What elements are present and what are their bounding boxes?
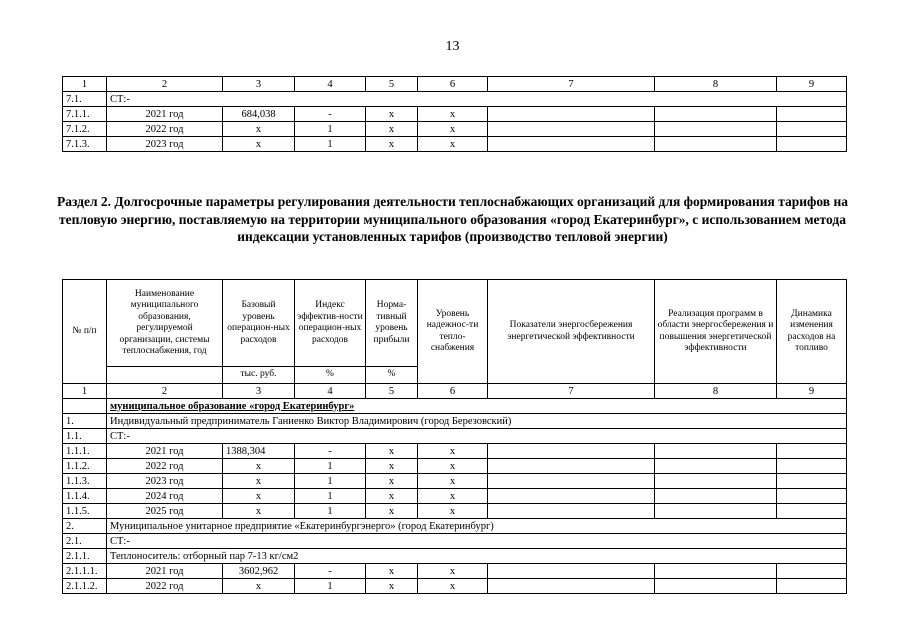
header-name: Наименование муниципального образования, регулируемой организации, системы теплоснабжения, год	[107, 280, 223, 367]
index-cell: 1	[295, 579, 366, 594]
year-cell: 2025 год	[107, 504, 223, 519]
organization-label: Муниципальное унитарное предприятие «Екатеринбургэнерго» (город Екатеринбург)	[107, 519, 847, 534]
table-row	[63, 122, 847, 137]
table-row	[63, 137, 847, 152]
carrier-label: Теплоноситель: отборный пар 7-13 кг/см2	[107, 549, 847, 564]
fuel-cell	[777, 564, 847, 579]
table-row	[63, 504, 847, 519]
index-cell: -	[295, 564, 366, 579]
norm-cell: х	[366, 579, 418, 594]
reliability-cell: х	[418, 564, 488, 579]
energy-cell	[488, 459, 655, 474]
reliability-cell: х	[418, 489, 488, 504]
municipality-label: муниципальное образование «город Екатеринбург»	[110, 400, 355, 412]
header-norm: Норма-тивный уровень прибыли	[366, 280, 418, 367]
row-number: 2.1.1.2.	[63, 579, 107, 594]
programs-cell	[655, 137, 777, 152]
row-number: 1.1.	[63, 429, 107, 444]
column-number-row	[63, 384, 847, 399]
base-cell: х	[223, 122, 295, 137]
index-cell: 1	[295, 459, 366, 474]
index-cell: 1	[295, 504, 366, 519]
header-num: № п/п	[63, 280, 107, 384]
index-cell: 1	[295, 137, 366, 152]
norm-cell: х	[366, 459, 418, 474]
section-row	[63, 534, 847, 549]
fuel-cell	[777, 504, 847, 519]
section-row	[63, 92, 847, 107]
municipality-row	[63, 399, 847, 414]
column-number: 3	[223, 77, 295, 92]
header-energy: Показатели энергосбережения энергетической эффективности	[488, 280, 655, 384]
column-number: 6	[418, 384, 488, 399]
column-number: 8	[655, 77, 777, 92]
base-cell: х	[223, 459, 295, 474]
unit-index: %	[295, 367, 366, 384]
year-cell: 2021 год	[107, 564, 223, 579]
table-row	[63, 459, 847, 474]
organization-label: Индивидуальный предприниматель Ганиенко Виктор Владимирович (город Березовский)	[107, 414, 847, 429]
row-number: 2.1.1.	[63, 549, 107, 564]
column-number: 6	[418, 77, 488, 92]
header-row	[63, 280, 847, 367]
programs-cell	[655, 459, 777, 474]
row-number: 1.1.5.	[63, 504, 107, 519]
programs-cell	[655, 579, 777, 594]
header-programs: Реализация программ в области энергосбережения и повышения энергетической эффективности	[655, 280, 777, 384]
energy-cell	[488, 137, 655, 152]
norm-cell: х	[366, 474, 418, 489]
reliability-cell: х	[418, 107, 488, 122]
organization-row	[63, 519, 847, 534]
programs-cell	[655, 444, 777, 459]
section-heading: Раздел 2. Долгосрочные параметры регулирования деятельности теплоснабжающих организаций для формирования тарифов на тепловую энергию, поставляемую на территории муниципального образования «город Екатеринбург», с использованием метода индексации установленных тарифов (производство тепловой энергии)	[56, 194, 848, 244]
table-row	[63, 444, 847, 459]
energy-cell	[488, 122, 655, 137]
base-cell: х	[223, 137, 295, 152]
norm-cell: х	[366, 504, 418, 519]
reliability-cell: х	[418, 579, 488, 594]
table-row	[63, 579, 847, 594]
year-cell: 2022 год	[107, 122, 223, 137]
index-cell: 1	[295, 122, 366, 137]
header-index: Индекс эффектив-ности операцион-ных расходов	[295, 280, 366, 367]
section-label: СТ:-	[107, 92, 847, 107]
reliability-cell: х	[418, 504, 488, 519]
column-number: 4	[295, 384, 366, 399]
fuel-cell	[777, 474, 847, 489]
header-fuel: Динамика изменения расходов на топливо	[777, 280, 847, 384]
unit-name-empty	[107, 367, 223, 384]
section-label: СТ:-	[107, 534, 847, 549]
column-number-row	[63, 77, 847, 92]
energy-cell	[488, 107, 655, 122]
energy-cell	[488, 579, 655, 594]
energy-cell	[488, 489, 655, 504]
row-number: 1.1.2.	[63, 459, 107, 474]
column-number: 1	[63, 77, 107, 92]
row-number: 2.1.	[63, 534, 107, 549]
index-cell: 1	[295, 489, 366, 504]
page-number: 13	[445, 39, 460, 54]
organization-row	[63, 414, 847, 429]
column-number: 4	[295, 77, 366, 92]
column-number: 5	[366, 77, 418, 92]
column-number: 5	[366, 384, 418, 399]
fuel-cell	[777, 459, 847, 474]
row-number: 7.1.1.	[63, 107, 107, 122]
column-number: 1	[63, 384, 107, 399]
table-row	[63, 564, 847, 579]
year-cell: 2023 год	[107, 137, 223, 152]
reliability-cell: х	[418, 444, 488, 459]
programs-cell	[655, 474, 777, 489]
carrier-row	[63, 549, 847, 564]
fuel-cell	[777, 489, 847, 504]
year-cell: 2022 год	[107, 579, 223, 594]
row-number: 1.1.4.	[63, 489, 107, 504]
norm-cell: х	[366, 444, 418, 459]
section-row	[63, 429, 847, 444]
table-row	[63, 107, 847, 122]
energy-cell	[488, 564, 655, 579]
base-cell: х	[223, 504, 295, 519]
column-number: 2	[107, 384, 223, 399]
main-table	[62, 279, 847, 594]
header-reliability: Уровень надежнос-ти тепло-снабжения	[418, 280, 488, 384]
norm-cell: х	[366, 107, 418, 122]
norm-cell: х	[366, 489, 418, 504]
unit-norm: %	[366, 367, 418, 384]
programs-cell	[655, 122, 777, 137]
index-cell: -	[295, 107, 366, 122]
programs-cell	[655, 107, 777, 122]
energy-cell	[488, 444, 655, 459]
base-cell: 3602,962	[223, 564, 295, 579]
row-number: 1.1.3.	[63, 474, 107, 489]
reliability-cell: х	[418, 459, 488, 474]
table-row	[63, 474, 847, 489]
row-number: 7.1.3.	[63, 137, 107, 152]
programs-cell	[655, 564, 777, 579]
column-number: 7	[488, 77, 655, 92]
year-cell: 2024 год	[107, 489, 223, 504]
reliability-cell: х	[418, 122, 488, 137]
section-label: СТ:-	[107, 429, 847, 444]
norm-cell: х	[366, 137, 418, 152]
row-number: 2.	[63, 519, 107, 534]
column-number: 9	[777, 384, 847, 399]
base-cell: х	[223, 489, 295, 504]
row-number: 2.1.1.1.	[63, 564, 107, 579]
reliability-cell: х	[418, 474, 488, 489]
base-cell: х	[223, 579, 295, 594]
energy-cell	[488, 474, 655, 489]
row-number: 7.1.	[63, 92, 107, 107]
fuel-cell	[777, 137, 847, 152]
programs-cell	[655, 504, 777, 519]
top-table	[62, 76, 847, 152]
table-row	[63, 489, 847, 504]
column-number: 3	[223, 384, 295, 399]
energy-cell	[488, 504, 655, 519]
column-number: 8	[655, 384, 777, 399]
column-number: 2	[107, 77, 223, 92]
fuel-cell	[777, 444, 847, 459]
row-number: 7.1.2.	[63, 122, 107, 137]
base-cell: 1388,304	[223, 444, 295, 459]
norm-cell: х	[366, 564, 418, 579]
header-base: Базовый уровень операцион-ных расходов	[223, 280, 295, 367]
norm-cell: х	[366, 122, 418, 137]
year-cell: 2022 год	[107, 459, 223, 474]
programs-cell	[655, 489, 777, 504]
base-cell: х	[223, 474, 295, 489]
unit-base: тыс. руб.	[223, 367, 295, 384]
year-cell: 2021 год	[107, 107, 223, 122]
index-cell: -	[295, 444, 366, 459]
index-cell: 1	[295, 474, 366, 489]
fuel-cell	[777, 107, 847, 122]
fuel-cell	[777, 579, 847, 594]
column-number: 9	[777, 77, 847, 92]
base-cell: 684,038	[223, 107, 295, 122]
fuel-cell	[777, 122, 847, 137]
row-number: 1.	[63, 414, 107, 429]
column-number: 7	[488, 384, 655, 399]
year-cell: 2021 год	[107, 444, 223, 459]
year-cell: 2023 год	[107, 474, 223, 489]
row-number: 1.1.1.	[63, 444, 107, 459]
reliability-cell: х	[418, 137, 488, 152]
empty-cell	[63, 399, 107, 414]
